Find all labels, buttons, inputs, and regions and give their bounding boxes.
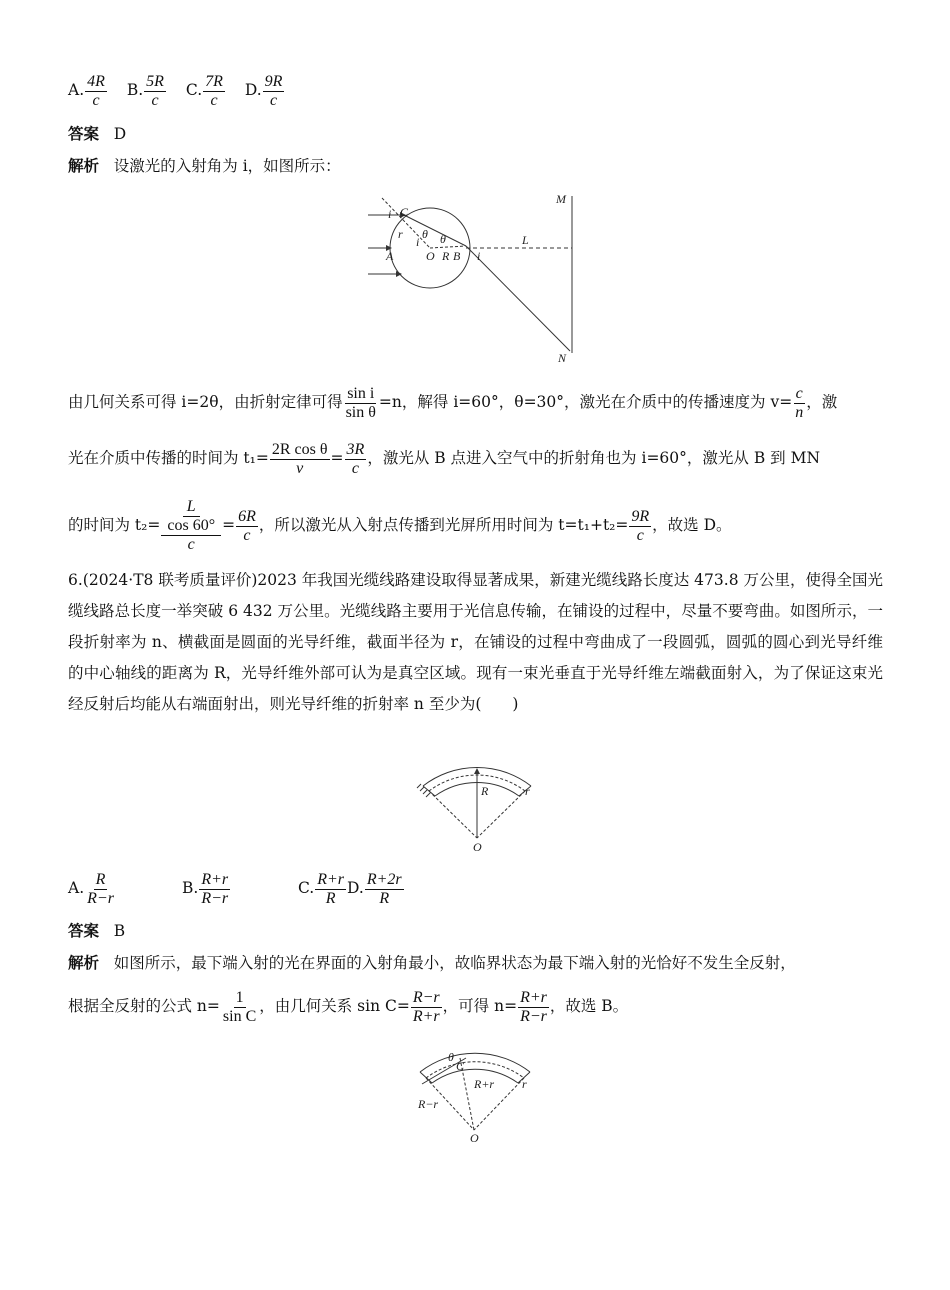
q5-label-b: B [453, 249, 461, 263]
frac-9r-over-c: $\frac{9R}{c}$ [631, 507, 650, 544]
q6-option-c[interactable]: C. $\frac{R+r}{R}$ [298, 870, 345, 907]
q6-stem: 6.(2024·T8 联考质量评价)2023 年我国光缆线路建设取得显著成果，新建光缆线路长度达 473.8 万公里，使得全国光缆线路总长度一举突破 6 432 万公里。光缆线路主要用于光信息传输，在铺设的过程中，尽量不要弯曲。如图所示，一段折射率为 n、横截面是圆面的光导纤维，截面半径为 r，在铺设的过程中弯曲成了一段圆弧，圆弧的圆心到光导纤维的中心轴线的距离为 R，光导纤维外部可认为是真空区域。现有一束光垂直于光导纤维左端截面射入，为了保证这束光经反射后均能从右端面射出，则光导纤维的折射率 n 至少为( ) [68, 571, 883, 713]
frac-t1: $\frac{\text{2R cos θ}}{v}$ [271, 440, 328, 477]
q5-label-c: C [400, 205, 409, 219]
q5-label-i3: i [477, 249, 481, 263]
q6-fig1-right-radius [477, 791, 525, 838]
q5-analysis-intro: 设激光的入射角为 i，如图所示： [113, 157, 341, 175]
q6-fig2-mid-arc [426, 1062, 524, 1078]
q5-analysis-line-1: 由几何关系可得 i=2θ，由折射定律可得 $\frac{\text{sin i}}{\text{sin θ}}$ =n，解得 i=60°，θ=30°，激光在介质中的传播速度为 v= $\frac{c}{n}$ ，激 [68, 384, 838, 421]
q6-fig2-label-theta: θ [448, 1050, 454, 1064]
q5-label-l: L [522, 233, 529, 247]
frac-6r-over-c: $\frac{6R}{c}$ [238, 507, 256, 544]
q6-figure-1 [415, 758, 545, 854]
frac-c-over-n: $\frac{c}{n}$ [795, 384, 804, 421]
q6-fig2-label-c: C [456, 1059, 465, 1073]
q5-label-a: A [386, 249, 394, 263]
frac-t2-compound: $\frac{\frac{L}{\cos 60^\circ}}{c}$ [161, 498, 221, 554]
q6-answer-line [68, 920, 882, 942]
q6-fig2-label-r-plus-r: R+r [474, 1077, 495, 1091]
q6-options [68, 866, 882, 910]
q6-fig1-label-r-big: R [481, 784, 489, 798]
q5-label-theta1: θ [422, 227, 428, 241]
q5-options [68, 68, 882, 112]
q5-answer-label: 答案 [68, 125, 100, 143]
q5-label-theta2: θ [440, 232, 446, 246]
frac-3r-over-c: $\frac{3R}{c}$ [346, 440, 365, 477]
q5-option-d[interactable]: D. $\frac{9R}{c}$ [244, 72, 283, 109]
q6-answer-value: B [113, 922, 126, 940]
frac-n-result: $\frac{R+r}{R-r}$ [520, 988, 547, 1025]
q6-fig1-left-radius [429, 791, 477, 838]
q5-analysis-intro-line [68, 155, 882, 177]
q6-fig2-label-r: r [522, 1077, 527, 1091]
q6-fig2-label-o: O [470, 1131, 479, 1145]
q6-analysis-label: 解析 [68, 954, 100, 972]
q6-option-a[interactable]: A. $\frac{R}{R-r}$ [68, 870, 114, 907]
q6-fig2-label-r-minus-r: R−r [418, 1097, 439, 1111]
q5-radius-dashed [430, 246, 466, 248]
q5-label-i1: i [388, 207, 392, 221]
q5-label-rr: R [442, 249, 450, 263]
q6-fig1-arrowhead [474, 768, 480, 774]
q5-answer-value: D [113, 125, 127, 143]
q5-answer-line [68, 123, 882, 145]
q5-label-m: M [556, 192, 566, 206]
q5-option-c[interactable]: C. $\frac{7R}{c}$ [185, 72, 223, 109]
q5-label-n: N [558, 351, 567, 365]
q5-analysis-line-2: 光在介质中传播的时间为 t₁= $\frac{\text{2R cos θ}}{v}$ = $\frac{3R}{c}$ ，激光从 B 点进入空气中的折射角也为 i=60°，激光从 B 到 MN [68, 440, 821, 477]
q5-analysis-label: 解析 [68, 157, 100, 175]
frac-sin-ratio: $\frac{\text{sin i}}{\text{sin θ}}$ [345, 384, 376, 421]
q6-option-b[interactable]: B. $\frac{R+r}{R-r}$ [182, 870, 229, 907]
q6-option-d[interactable]: D. $\frac{R+2r}{R}$ [347, 870, 402, 907]
q5-option-a[interactable]: A. $\frac{4R}{c}$ [68, 72, 105, 109]
frac-1-over-sinc: $\frac{1}{\text{sin C}}$ [222, 988, 257, 1025]
q5-label-i2: i [416, 235, 420, 249]
q6-fig1-label-r: r [525, 784, 530, 798]
frac-r-minus-r-over-r-plus-r: $\frac{R-r}{R+r}$ [412, 988, 440, 1025]
q5-option-b[interactable]: B. $\frac{5R}{c}$ [126, 72, 164, 109]
q6-answer-label: 答案 [68, 922, 100, 940]
q5-label-r: r [398, 227, 403, 241]
q6-analysis-line-2: 根据全反射的公式 n= $\frac{1}{\text{sin C}}$ ，由几何关系 sin C= $\frac{R-r}{R+r}$ ，可得 n= $\frac{R+r}{R-r}$ ，故选 B。 [68, 988, 629, 1025]
q6-analysis-line-1: 解析 如图所示，最下端入射的光在界面的入射角最小，故临界状态为最下端入射的光恰好不发生全反射， [68, 954, 796, 972]
q5-figure [360, 188, 590, 368]
q5-analysis-line-3: 的时间为 t₂= $\frac{\frac{L}{\cos 60^\circ}}{c}$ = $\frac{6R}{c}$ ，所以激光从入射点传播到光屏所用时间为 t=t₁+t₂= $\frac{9R}{c}$ ，故选 D。 [68, 498, 732, 553]
q6-figure-2 [412, 1044, 542, 1146]
q5-ray-out [466, 246, 570, 351]
q6-fig1-label-o: O [473, 840, 482, 854]
q5-label-o: O [426, 249, 435, 263]
